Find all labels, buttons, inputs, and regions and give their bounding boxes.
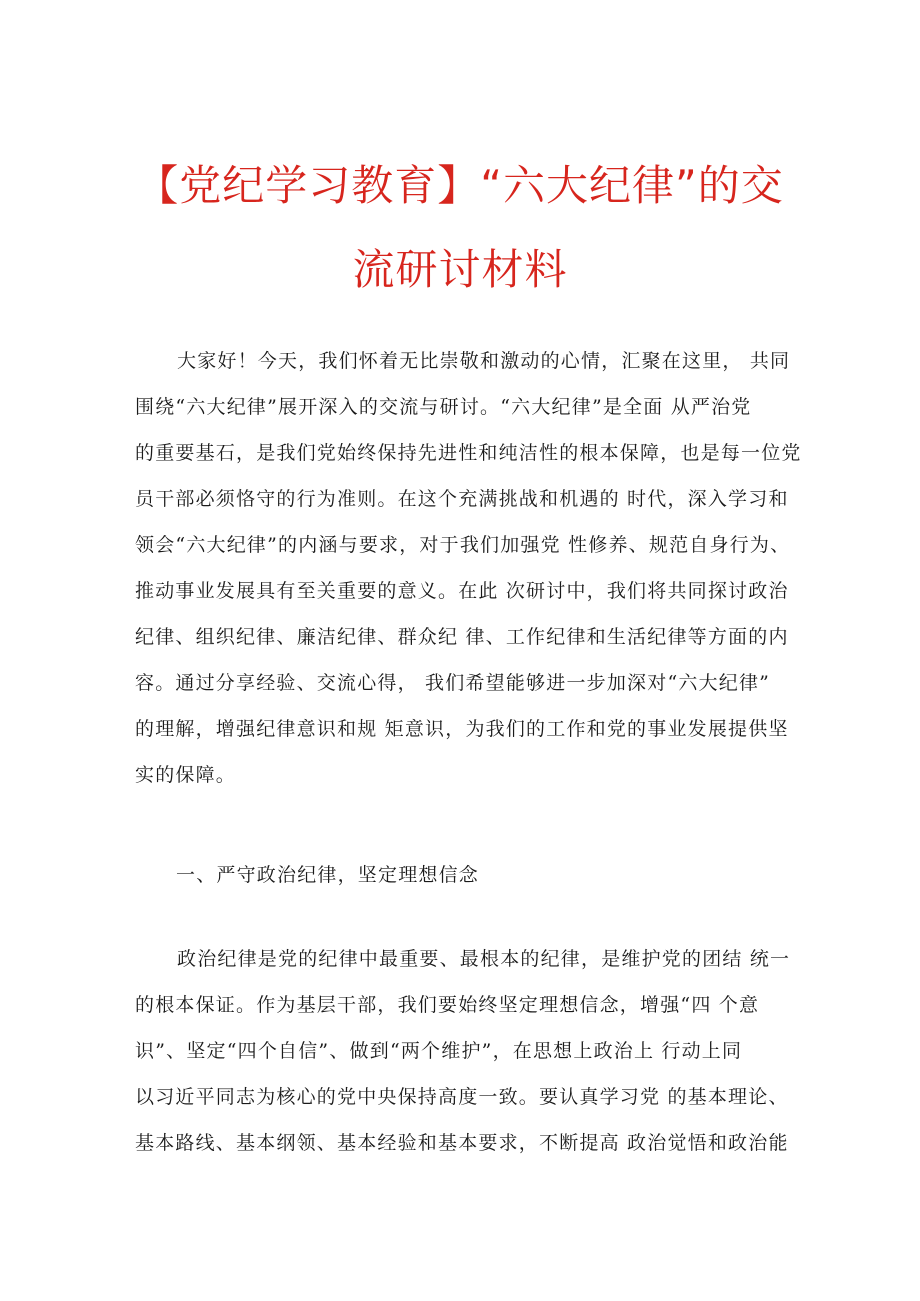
document-title-line-1: 【党纪学习教育】“六大纪律”的交 bbox=[136, 161, 784, 210]
section-heading-text: 一、严守政治纪律，坚定理想信念 bbox=[176, 864, 480, 886]
section-heading bbox=[176, 852, 836, 898]
paragraph-line: 的根本保证。作为基层干部，我们要始终坚定理想信念，增强“四 个意 bbox=[135, 994, 760, 1016]
paragraph-line: 纪律、组织纪律、廉洁纪律、群众纪 律、工作纪律和生活纪律等方面的内 bbox=[135, 626, 789, 648]
paragraph-line: 围绕“六大纪律”展开深入的交流与研讨。“六大纪律”是全面 从严治党 bbox=[135, 396, 752, 418]
paragraph-line: 大家好！今天，我们怀着无比崇敬和激动的心情，汇聚在这里， 共同 bbox=[177, 350, 791, 372]
document-title-line-2: 流研讨材料 bbox=[352, 245, 568, 294]
paragraph-line: 员干部必须恪守的行为准则。在这个充满挑战和机遇的 时代，深入学习和 bbox=[135, 488, 789, 510]
paragraph-line: 基本路线、基本纲领、基本经验和基本要求，不断提高 政治觉悟和政治能 bbox=[135, 1132, 789, 1154]
paragraph-line: 实的保障。 bbox=[135, 764, 237, 786]
section-paragraph bbox=[135, 936, 795, 1166]
paragraph-line: 的重要基石，是我们党始终保持先进性和纯洁性的根本保障，也是每一位党 bbox=[135, 442, 802, 464]
paragraph-line: 政治纪律是党的纪律中最重要、最根本的纪律，是维护党的团结 统一 bbox=[177, 948, 791, 970]
paragraph-line: 以习近平同志为核心的党中央保持高度一致。要认真学习党 的基本理论、 bbox=[135, 1086, 789, 1108]
paragraph-line: 识”、坚定“四个自信”、做到“两个维护”，在思想上政治上 行动上同 bbox=[135, 1040, 743, 1062]
intro-paragraph bbox=[135, 338, 802, 798]
paragraph-line: 推动事业发展具有至关重要的意义。在此 次研讨中，我们将共同探讨政治 bbox=[135, 580, 789, 602]
paragraph-line: 领会“六大纪律”的内涵与要求，对于我们加强党 性修养、规范自身行为、 bbox=[135, 534, 791, 556]
paragraph-line: 的理解，增强纪律意识和规 矩意识，为我们的工作和党的事业发展提供坚 bbox=[135, 718, 789, 740]
paragraph-line: 容。通过分享经验、交流心得， 我们希望能够进一步加深对“六大纪律” bbox=[135, 672, 771, 694]
